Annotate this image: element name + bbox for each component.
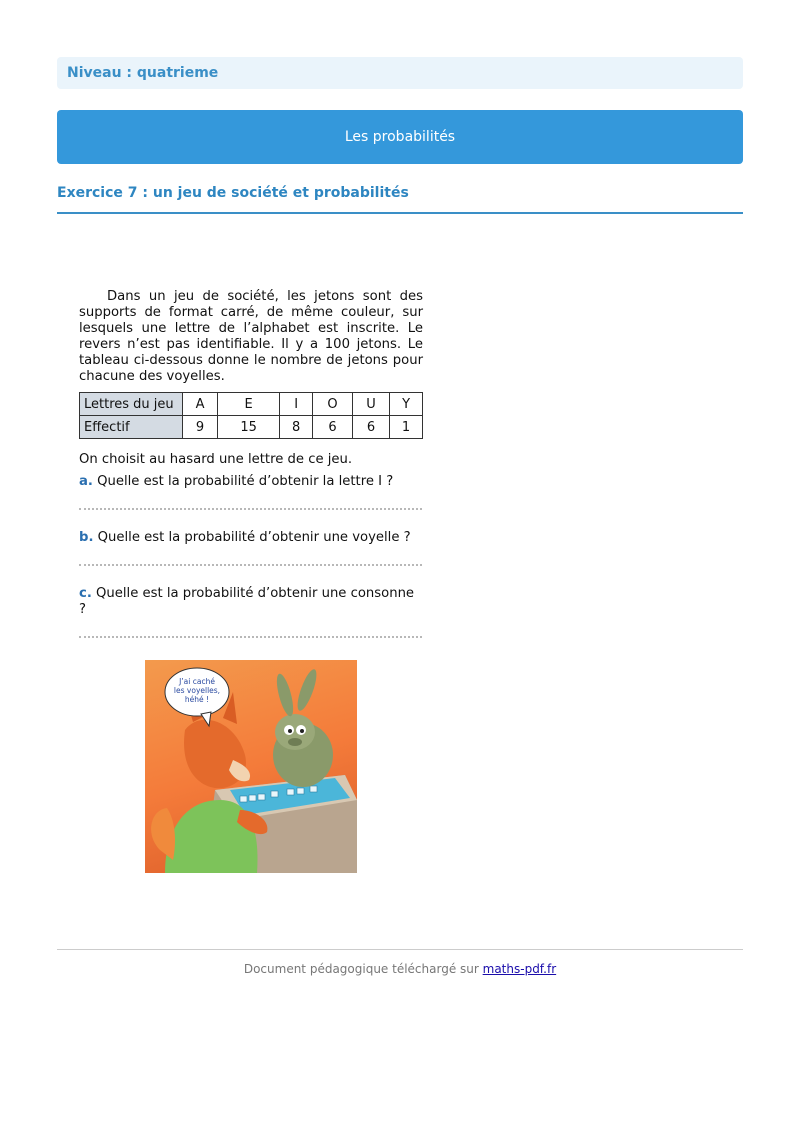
footer-text: Document pédagogique téléchargé sur bbox=[243, 962, 483, 976]
bubble-line-3: héhé ! bbox=[184, 695, 210, 704]
table-cell-count: 1 bbox=[390, 416, 423, 439]
exercise-body bbox=[79, 289, 423, 638]
question-text: Quelle est la probabilité d’obtenir une voyelle ? bbox=[97, 530, 411, 545]
footer-divider bbox=[57, 949, 743, 950]
table-cell-count: 6 bbox=[313, 416, 353, 439]
footer-link[interactable]: maths-pdf.fr bbox=[482, 962, 557, 976]
table-header-letters: Lettres du jeu bbox=[80, 393, 183, 416]
question-text: Quelle est la probabilité d’obtenir la lettre I ? bbox=[97, 474, 394, 489]
table-cell-letter: O bbox=[313, 393, 353, 416]
table-row-counts bbox=[80, 416, 423, 439]
question-letter: b. bbox=[79, 530, 94, 545]
table-row-letters bbox=[80, 393, 423, 416]
question-letter: a. bbox=[79, 474, 93, 489]
bubble-line-2: les voyelles, bbox=[173, 686, 221, 695]
chapter-banner: Les probabilités bbox=[57, 110, 743, 164]
answer-line bbox=[79, 508, 422, 510]
table-cell-letter: A bbox=[183, 393, 218, 416]
table-cell-count: 8 bbox=[280, 416, 313, 439]
answer-line bbox=[79, 636, 422, 638]
exercise-prompt: On choisit au hasard une lettre de ce jeu. bbox=[79, 452, 353, 467]
table-cell-count: 6 bbox=[352, 416, 389, 439]
exercise-intro: Dans un jeu de société, les jetons sont des supports de format carré, de même couleur, sur lesquels une lettre de l’alphabet est inscrite. Le revers n’est pas identifiable. Il y a 100 jetons. Le tableau ci-dessous donne le nombre de jetons pour chacune des voyelles. bbox=[79, 289, 423, 384]
table-cell-letter: E bbox=[218, 393, 280, 416]
table-cell-letter: I bbox=[280, 393, 313, 416]
bubble-line-1: J’ai caché bbox=[179, 677, 215, 686]
question-a bbox=[79, 474, 423, 490]
vowel-count-table bbox=[79, 392, 423, 439]
footer bbox=[57, 962, 743, 976]
exercise-title: Exercice 7 : un jeu de société et probabilités bbox=[57, 185, 743, 214]
question-c bbox=[79, 586, 423, 618]
table-cell-letter: U bbox=[352, 393, 389, 416]
table-cell-count: 9 bbox=[183, 416, 218, 439]
table-cell-letter: Y bbox=[390, 393, 423, 416]
question-letter: c. bbox=[79, 586, 92, 601]
answer-line bbox=[79, 564, 422, 566]
table-cell-count: 15 bbox=[218, 416, 280, 439]
niveau-label: Niveau : quatrieme bbox=[57, 57, 743, 89]
fox-rabbit-illustration bbox=[145, 660, 357, 873]
table-header-effectif: Effectif bbox=[80, 416, 183, 439]
question-text: Quelle est la probabilité d’obtenir une consonne ? bbox=[79, 586, 415, 617]
question-b bbox=[79, 530, 423, 546]
